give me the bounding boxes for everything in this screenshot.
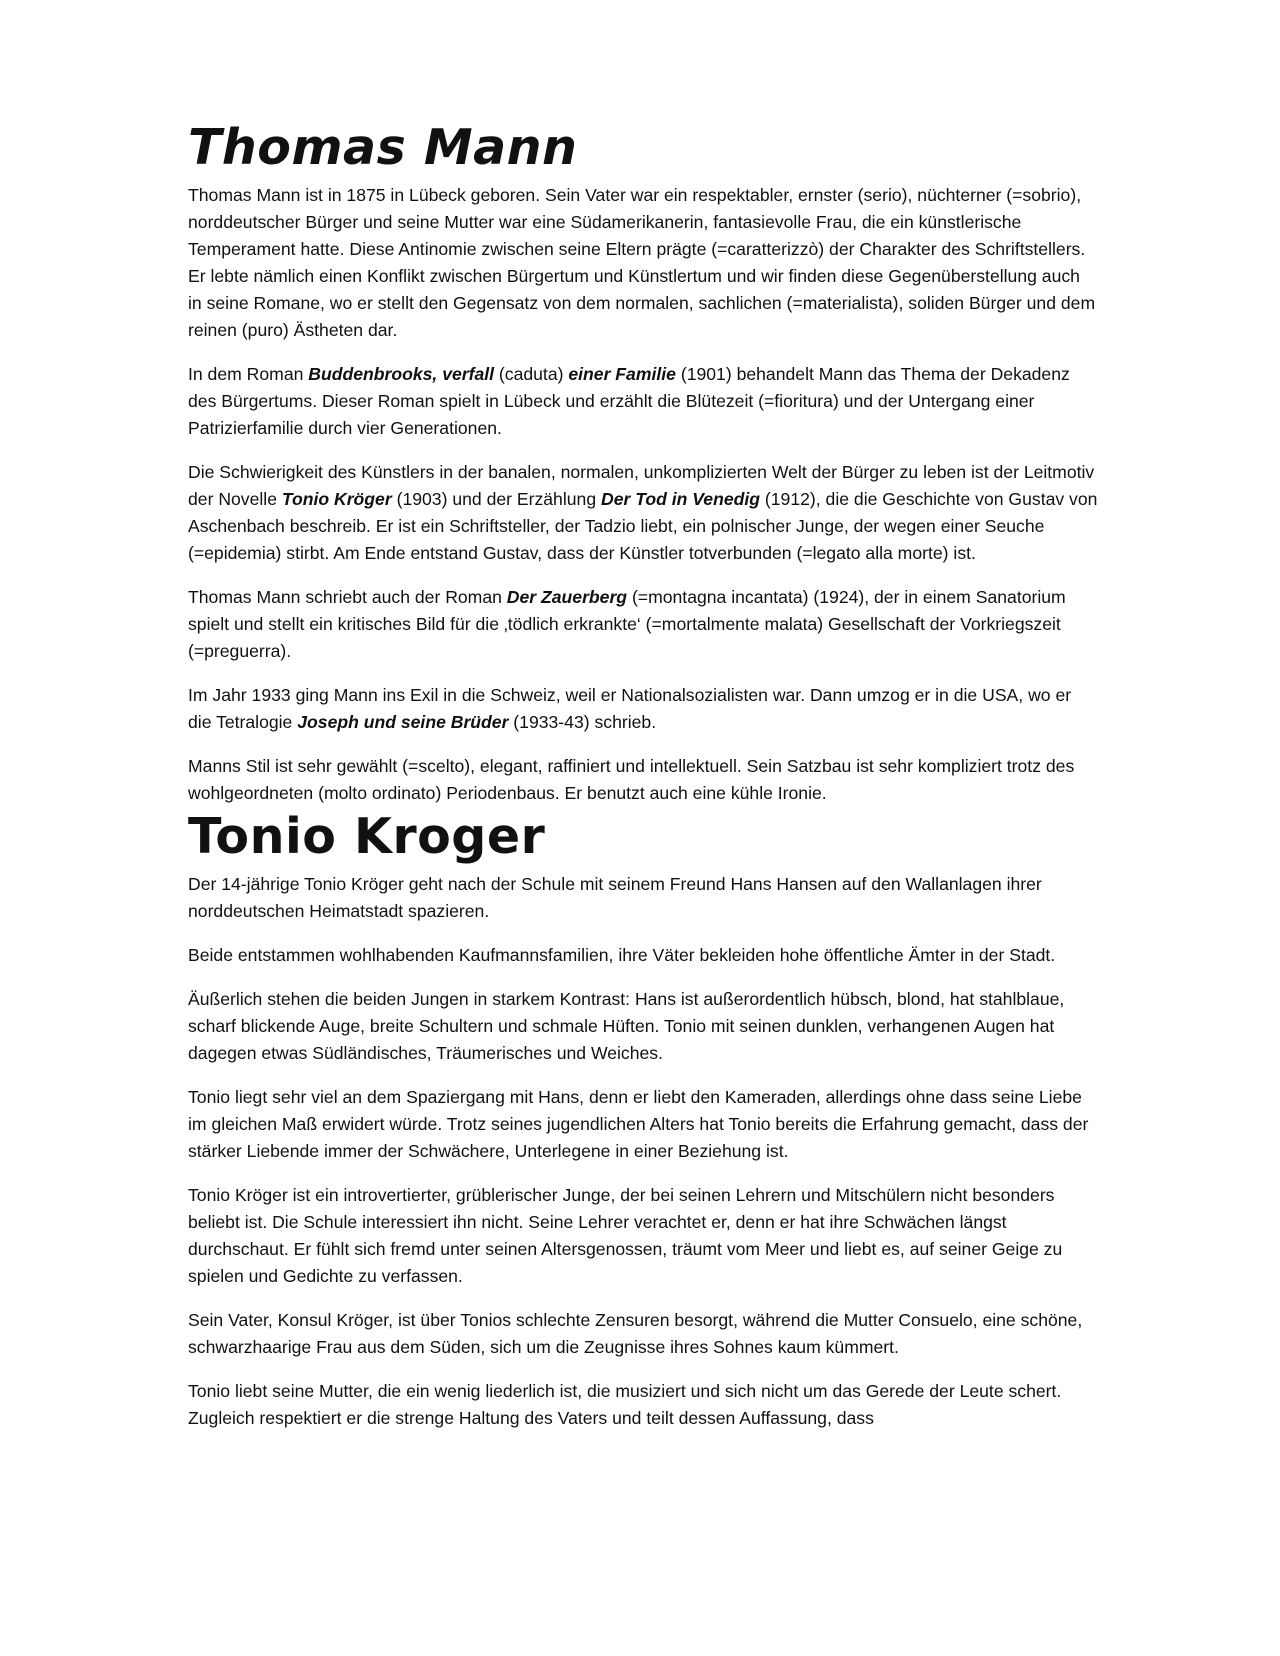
text-run: Gegensatz (453, 293, 539, 313)
text-run: ( (675, 364, 687, 384)
text-run: Südamerikanerin (570, 212, 704, 232)
text-run: hatte. Diese (295, 239, 399, 259)
text-run: Dekadenz des Bürgertums (188, 364, 1070, 411)
text-run: dem (1056, 293, 1096, 313)
text-run: norddeutscher Bürger (188, 212, 359, 232)
text-run: Manns (188, 756, 246, 776)
text-run: Lübeck (409, 185, 466, 205)
text-run: , weil er Nationalsozialisten war. Dann umzog er in die (555, 685, 983, 705)
text-run: Buddenbrooks, verfall (308, 364, 495, 384)
text-run: 1903 (402, 489, 442, 509)
text-run: (serio), (852, 185, 918, 205)
text-run: ( (760, 489, 771, 509)
text-run: zwischen seine Eltern prägte (=caratterizzò) der Charakter des Schriftstellers. Er lebte nämlich einen (188, 239, 1086, 286)
text-run: und wir finden diese Gegenüberstellung auch in seine Romane, wo er stellt den (188, 266, 1080, 313)
text-run: Vorkriegszeit (960, 614, 1061, 634)
text-run: dar. (363, 320, 398, 340)
text-run: der (924, 614, 961, 634)
paragraph-kroger-7: Tonio liebt seine Mutter, die ein wenig liederlich ist, die musiziert und sich nicht um das Gerede der Leute schert. Zugleich respektiert er die strenge Haltung des Vaters und teilt dessen Auffassung, dass (188, 1381, 1062, 1428)
text-run: Stil (245, 756, 271, 776)
paragraph-tonio-kroeger-venedig (188, 459, 1098, 567)
paragraph-kroger-6: Sein Vater, Konsul Kröger, ist über Tonios schlechte Zensuren besorgt, während die Mutter Consuelo, eine schöne, schwarzhaarige Frau aus dem Süden, sich um die Zeugnisse ihres Sohnes kaum kümmert. (188, 1310, 1083, 1357)
text-run: 1912 (770, 489, 810, 509)
text-run: 1933-43 (519, 712, 584, 732)
text-run: Schwierigkeit des Künstlers in der banalen, normalen, unkomplizierten Welt der Bürger zu leben (219, 462, 967, 482)
text-run: Leitmotiv (1023, 462, 1095, 482)
paragraph-kroger-2: Beide entstammen wohlhabenden Kaufmannsfamilien, ihre Väter bekleiden hohe öffentliche Ämter in der Stadt. (188, 945, 1056, 965)
text-run: (puro) (236, 320, 294, 340)
text-run: und (610, 756, 650, 776)
text-run: Thomas Mann ist in (188, 185, 347, 205)
paragraph-kroger-5: Tonio Kröger ist ein introvertierter, grüblerischer Junge, der bei seinen Lehrern und Mitschülern nicht besonders beliebt ist. Die Schule interessiert ihn nicht. Seine Lehrer verachtet er, denn er hat ihre Schwächen längst durchschaut. Er fühlt sich fremd unter seinen Altersgenossen, träumt vom Meer und liebt es, auf seiner Geige zu spielen und Gedichte zu verfassen. (188, 1185, 1063, 1286)
heading-tonio-kroger: Tonio Kroger (188, 808, 546, 865)
text-run: Der Zauerberg (506, 587, 628, 607)
text-run: reinen (188, 320, 237, 340)
paragraph-zauberberg (188, 584, 1098, 665)
text-run: elegant (479, 756, 538, 776)
text-run: Ästheten (293, 320, 364, 340)
text-run: ), der in einem Sanatorium spielt und stellt ein (188, 587, 1066, 634)
text-run: ist sehr (851, 756, 918, 776)
text-run: , (688, 293, 699, 313)
text-run: Vater (585, 185, 626, 205)
text-run: Satzbau (786, 756, 852, 776)
text-run: Tetralogie (216, 712, 298, 732)
text-run: und seine (358, 212, 445, 232)
text-run: Thema (900, 364, 956, 384)
text-run: kühle Ironie (730, 783, 822, 803)
text-run: Gesellschaft (828, 614, 925, 634)
text-run: , (537, 756, 548, 776)
text-run: Die (188, 462, 220, 482)
text-run: raffiniert (547, 756, 611, 776)
paragraph-exil (188, 682, 1098, 736)
text-run: kompliziert (917, 756, 1002, 776)
text-run: Konflikt zwischen Bürgertum und Künstlertum (366, 266, 722, 286)
paragraph-stil (188, 753, 1098, 807)
text-run: ist der (966, 462, 1024, 482)
text-run: (=montagna incantata) ( (627, 587, 820, 607)
text-run: der Novelle (188, 489, 282, 509)
text-run: Tonio Kröger (281, 489, 392, 509)
text-run: ), die die Geschichte von Gustav von Aschenbach beschreib. Er ist ein Schriftsteller, der Tadzio liebt, ein polnischer Junge, der wegen einer Seuche (=epidemia) stirbt. Am Ende entstand Gustav, dass der Künstler totverbunden (=legato alla morte) ist. (188, 489, 1098, 563)
text-run: gewählt (336, 756, 398, 776)
text-run: , die ein (852, 212, 919, 232)
text-run: kritisches Bild (337, 614, 446, 634)
paragraph-kroger-1: Der 14-jährige Tonio Kröger geht nach der Schule mit seinem Freund Hans Hansen auf den Wallanlagen ihrer norddeutschen Heimatstadt spazieren. (188, 874, 1042, 921)
text-run: Exil (410, 685, 439, 705)
text-run: normalen (615, 293, 689, 313)
text-run: von dem (538, 293, 616, 313)
text-run: war ein (625, 185, 693, 205)
text-run: 1933 (251, 685, 291, 705)
text-run: sachlichen (698, 293, 782, 313)
text-run: ) und der Erzählung (441, 489, 601, 509)
text-run: Im Jahr (188, 685, 252, 705)
paragraph-kroger-3: Äußerlich stehen die beiden Jungen in starkem Kontrast: Hans ist außerordentlich hübsch, blond, hat stahlblaue, scharf blickende Auge, breite Schultern und schmale Hüften. Tonio mit seinen dunklen, verhangenen Augen hat dagegen etwas Südländisches, Träumerisches und Weiches. (188, 989, 1065, 1063)
text-run: trotz des wohlgeordneten (molto ordinato) Periodenbaus. Er benutzt auch eine (188, 756, 1075, 803)
text-run: in (385, 185, 410, 205)
text-run: In dem Roman (188, 364, 309, 384)
text-run: ist sehr (270, 756, 337, 776)
paragraph-biography (188, 182, 1098, 344)
text-run: der (955, 364, 991, 384)
text-run: , (703, 212, 714, 232)
text-run: ) behandelt Mann das (725, 364, 901, 384)
paragraph-kroger-4: Tonio liegt sehr viel an dem Spaziergang mit Hans, denn er liebt den Kameraden, allerdings ohne dass seine Liebe im gleichen Maß erwidert würde. Trotz seines jugendlichen Alters hat Tonio bereits die Erfahrung gemacht, dass der stärker Liebende immer der Schwächere, Unterlegene in einer Beziehung ist. (188, 1087, 1089, 1161)
text-run: 1924 (819, 587, 859, 607)
text-run: und erzählt die Blütezeit (=fioritura) und der Untergang einer Patrizierfamilie durch vier Generationen. (188, 391, 1035, 438)
text-run: Der Tod in Venedig (601, 489, 761, 509)
text-run: intellektuell (649, 756, 737, 776)
text-run: ( (508, 712, 520, 732)
text-run: respektabler, ernster (692, 185, 853, 205)
text-run: (=scelto), (397, 756, 480, 776)
text-run: in die (438, 685, 491, 705)
heading-thomas-mann: Thomas Mann (188, 119, 578, 176)
text-run: Schweiz (490, 685, 556, 705)
text-run: (=sobrio), (1001, 185, 1082, 205)
text-run: für die ‚tödlich erkrankte‘ (=mortalmente malata) (445, 614, 829, 634)
text-run: geboren. Sein (465, 185, 586, 205)
text-run: . Sein (736, 756, 787, 776)
text-run: Thomas Mann schriebt auch der Roman (188, 587, 507, 607)
text-run: Antinomie (398, 239, 477, 259)
text-run: 1875 (346, 185, 386, 205)
text-run: 1901 (686, 364, 726, 384)
text-run: (=materialista), (781, 293, 909, 313)
text-run: Mutter (444, 212, 495, 232)
text-run: . Dieser Roman spielt in (312, 391, 504, 411)
text-run: (=preguerra). (188, 641, 292, 661)
text-run: ) schrieb. (583, 712, 657, 732)
text-run: Joseph und seine Brüder (297, 712, 509, 732)
text-run: ( (391, 489, 403, 509)
text-run: einer Familie (568, 364, 676, 384)
paragraph-buddenbrooks (188, 361, 1098, 442)
text-run: ging Mann ins (290, 685, 411, 705)
text-run: (caduta) (494, 364, 569, 384)
text-run: künstlerische Temperament (188, 212, 1022, 259)
text-run: war eine (494, 212, 571, 232)
text-run: Lübeck (503, 391, 561, 411)
text-run: USA (982, 685, 1019, 705)
text-run: . (821, 783, 827, 803)
text-run: fantasievolle Frau (713, 212, 853, 232)
text-run: , wo er die (188, 685, 1072, 732)
document-page (188, 118, 1098, 1449)
text-run: soliden Bürger und (908, 293, 1056, 313)
text-run: nüchterner (917, 185, 1002, 205)
